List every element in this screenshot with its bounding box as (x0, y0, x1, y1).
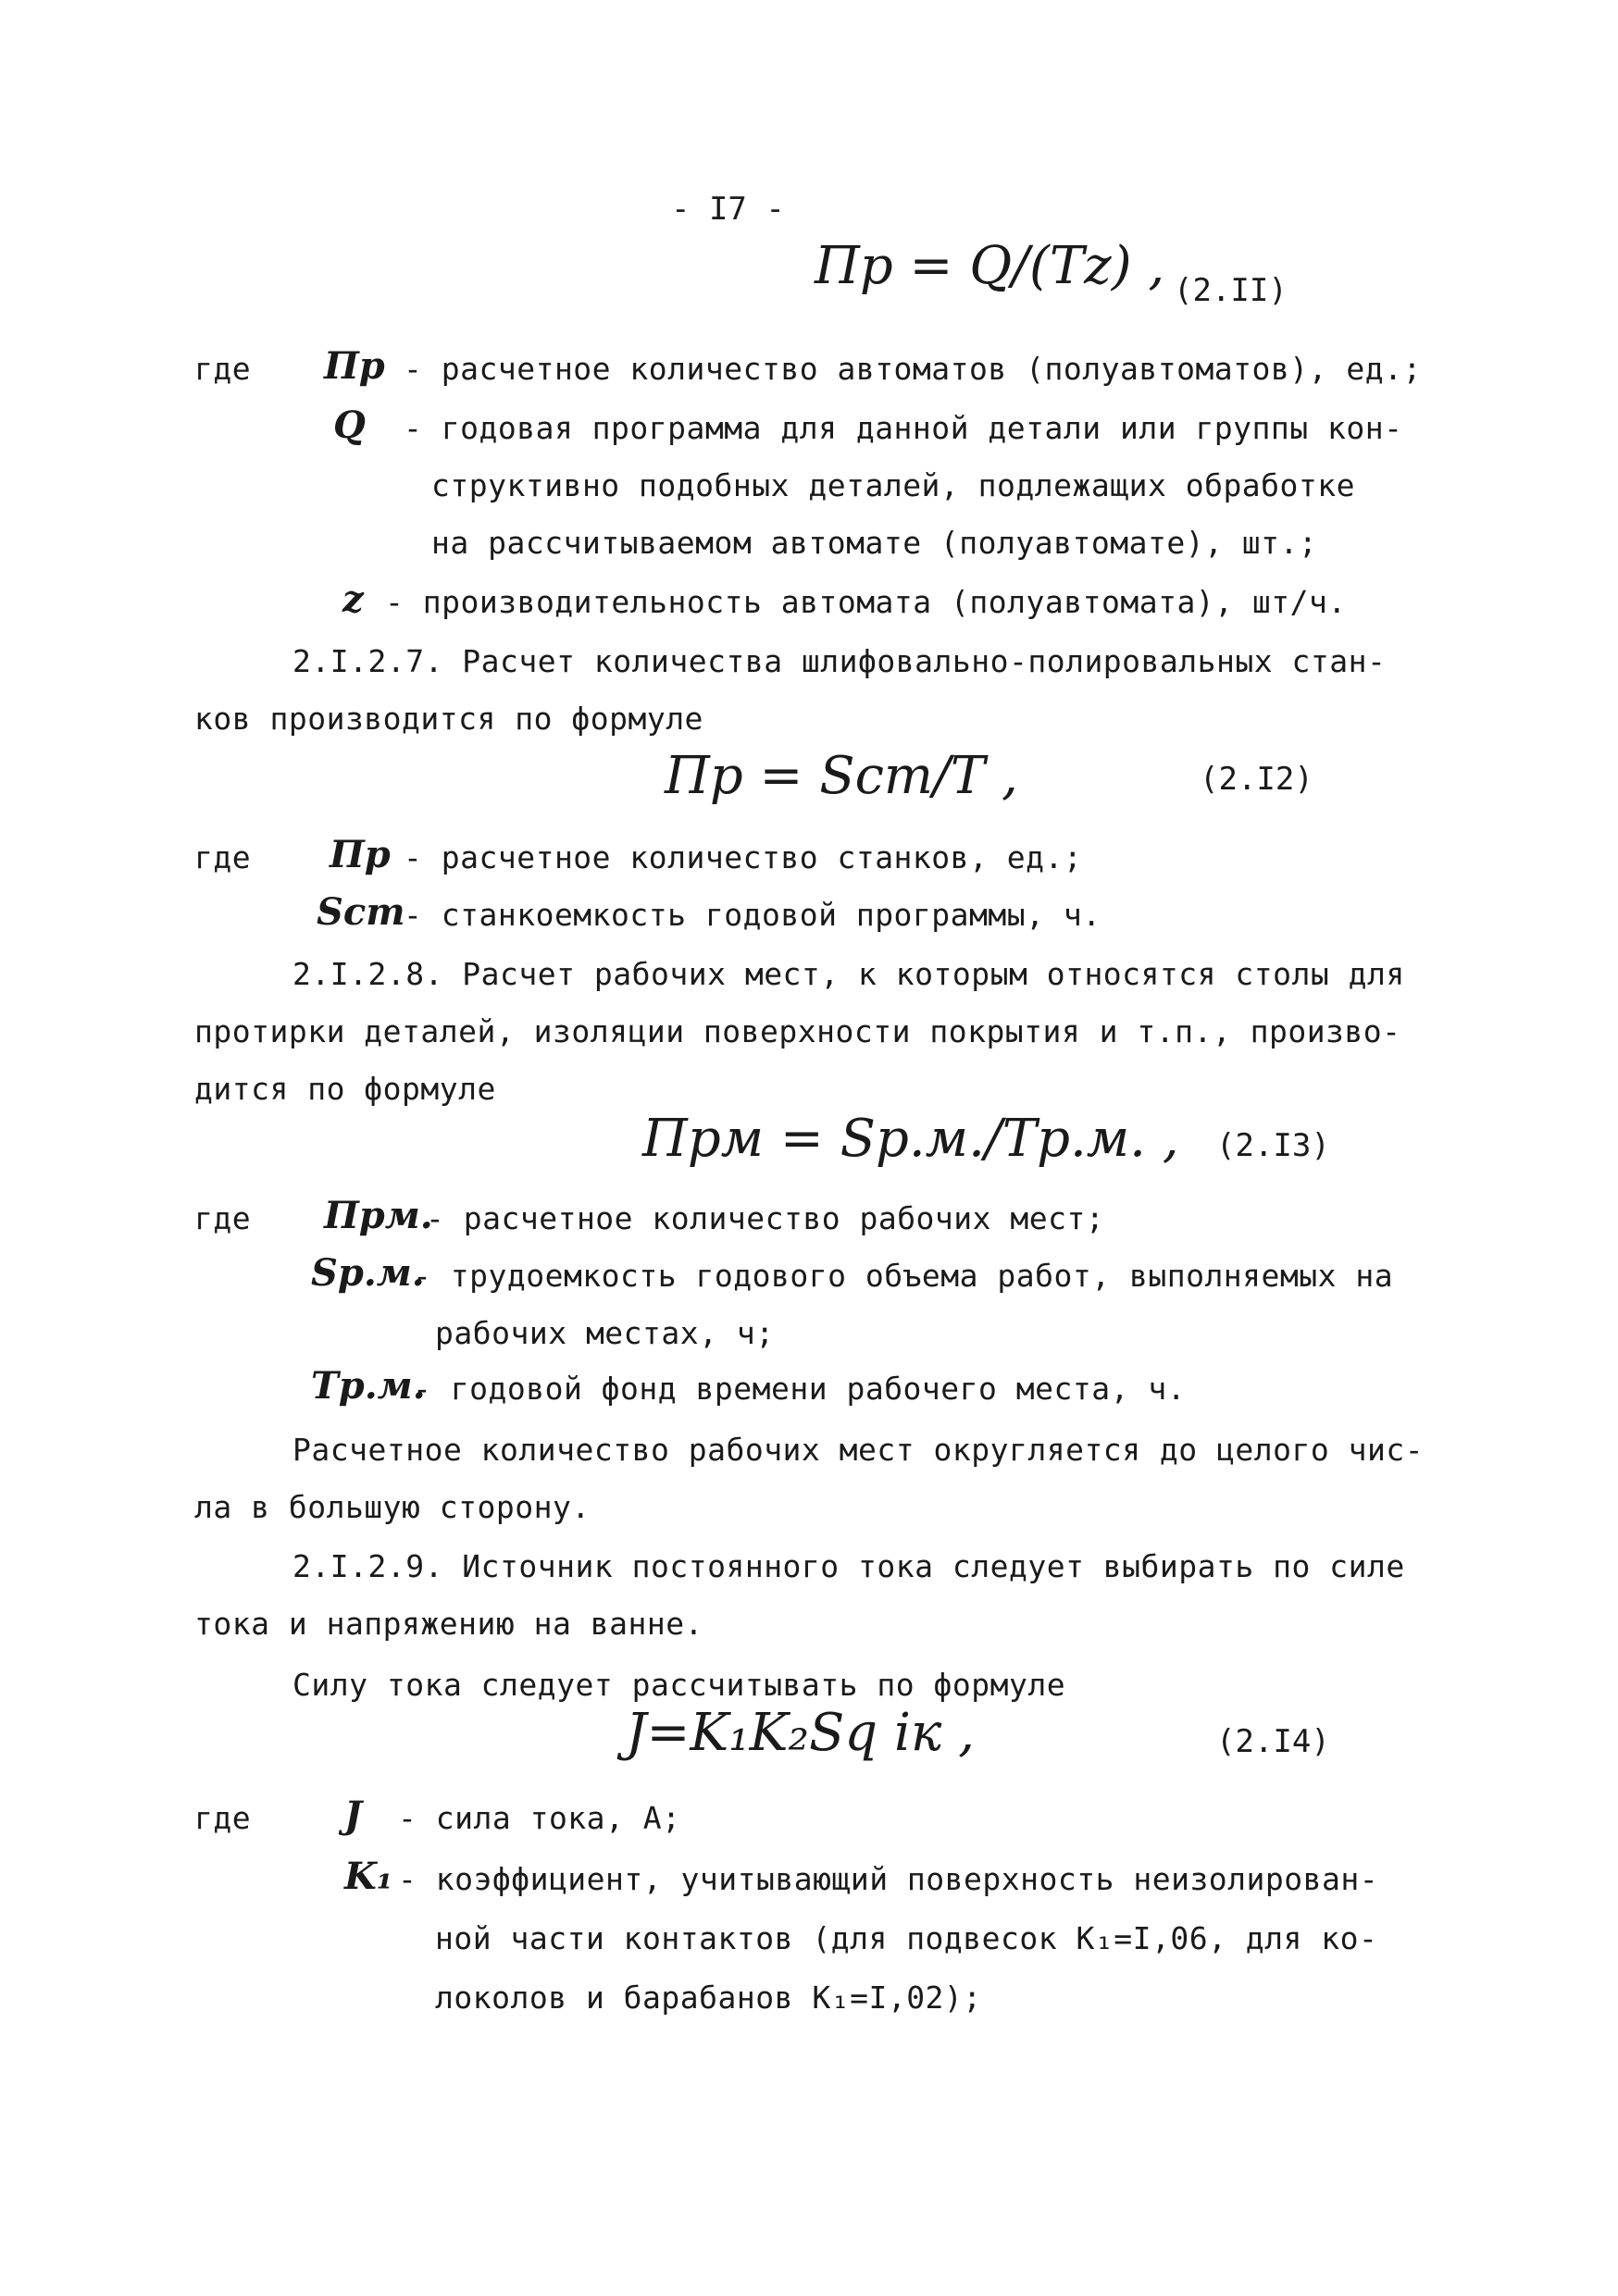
paragraph-line: протирки деталей, изоляции поверхности покрытия и т.п., произво- (194, 1013, 1401, 1049)
definition-line: - расчетное количество рабочих мест; (426, 1200, 1105, 1236)
symbol-Prm: Прм. (324, 1194, 433, 1237)
equation-number-2-13: (2.I3) (1216, 1127, 1330, 1164)
paragraph-line: ков производится по формуле (194, 701, 703, 737)
where-label: где (194, 1200, 252, 1236)
equation-number-2-11: (2.II) (1174, 272, 1288, 309)
symbol-K1: K₁ (344, 1855, 393, 1898)
where-label: где (194, 351, 252, 387)
paragraph-line: ла в большую сторону. (194, 1489, 591, 1525)
definition-line: - годовой фонд времени рабочего места, ч. (413, 1371, 1187, 1407)
equation-number-2-14: (2.I4) (1216, 1723, 1330, 1760)
definition-line: локолов и барабанов K₁=I,02); (435, 1980, 982, 2016)
paragraph-line: Расчетное количество рабочих мест округляется до целого чис- (292, 1432, 1425, 1468)
paragraph-line: Силу тока следует рассчитывать по формуле (292, 1667, 1066, 1703)
definition-line: - коэффициент, учитывающий поверхность неизолирован- (398, 1861, 1379, 1897)
symbol-Pr: Пр (324, 344, 385, 388)
page-number: - I7 - (671, 191, 785, 228)
formula-2-14: J=K₁K₂Sq iк , (626, 1703, 975, 1763)
definition-line: - трудоемкость годового объема работ, выполняемых на (413, 1258, 1394, 1294)
formula-2-12: Пр = Sст/T , (665, 746, 1018, 806)
symbol-Sst: Sст (317, 890, 405, 934)
paragraph-line: дится по формуле (194, 1071, 496, 1107)
formula-2-11: Пр = Q/(Tz) , (815, 236, 1165, 296)
definition-line: - станкоемкость годовой программы, ч. (404, 897, 1101, 933)
definition-line: - расчетное количество станков, ед.; (404, 839, 1083, 875)
definition-line: - годовая программа для данной детали или группы кон- (404, 410, 1403, 446)
paragraph-line: тока и напряжению на ванне. (194, 1606, 703, 1642)
equation-number-2-12: (2.I2) (1200, 761, 1313, 798)
where-label: где (194, 1800, 252, 1836)
definition-line: рабочих местах, ч; (435, 1315, 775, 1351)
definition-line: - производительность автомата (полуавтомата), шт/ч. (385, 584, 1347, 620)
symbol-Q: Q (333, 403, 366, 447)
symbol-J: J (344, 1793, 362, 1837)
formula-2-13: Прм = Sр.м./Tр.м. , (642, 1109, 1179, 1169)
symbol-Pr: Пр (330, 833, 391, 876)
paragraph-line: 2.I.2.9. Источник постоянного тока следует выбирать по силе (292, 1548, 1405, 1584)
definition-line: - сила тока, А; (398, 1800, 681, 1836)
paragraph-line: 2.I.2.8. Расчет рабочих мест, к которым относятся столы для (292, 956, 1405, 992)
symbol-Srm: Sр.м. (311, 1251, 425, 1295)
definition-line: - расчетное количество автоматов (полуавтоматов), ед.; (404, 351, 1422, 387)
definition-line: структивно подобных деталей, подлежащих обработке (431, 467, 1356, 503)
symbol-Trm: Tр.м. (311, 1364, 426, 1408)
definition-line: на рассчитываемом автомате (полуавтомате), шт.; (431, 525, 1318, 561)
where-label: где (194, 839, 252, 875)
symbol-z: z (342, 577, 364, 621)
definition-line: ной части контактов (для подвесок K₁=I,06, для ко- (435, 1920, 1378, 1956)
paragraph-line: 2.I.2.7. Расчет количества шлифовально-полировальных стан- (292, 643, 1387, 679)
